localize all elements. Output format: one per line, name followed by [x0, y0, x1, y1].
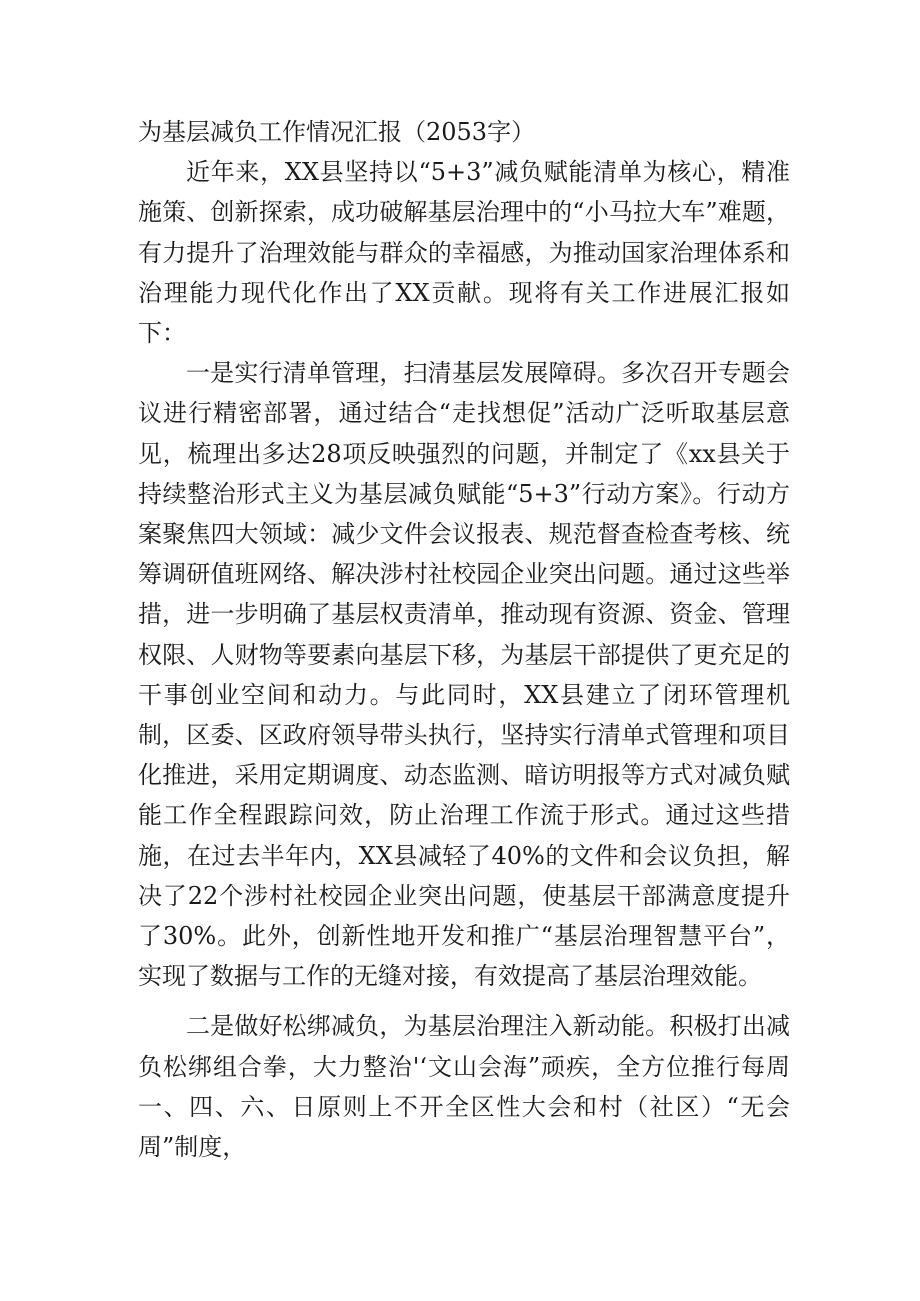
paragraph-intro: 近年来，XX县坚持以“5+3”减负赋能清单为核心，精准施策、创新探索，成功破解基层治理中的“小马拉大车”难题，有力提升了治理效能与群众的幸福感，为推动国家治理体系和治理能力现代化作出了XX贡献。现将有关工作进展汇报如下： — [138, 158, 790, 348]
document-body — [138, 112, 790, 1167]
paragraph-burden-relief: 二是做好松绑减负，为基层治理注入新动能。积极打出减负松绑组合拳，大力整治'‘文山会海”顽疾，全方位推行每周一、四、六、日原则上不开全区性大会和村（社区）“无会周”制度， — [138, 1012, 790, 1162]
paragraph-list-management: 一是实行清单管理，扫清基层发展障碍。多次召开专题会议进行精密部署，通过结合“走找想促”活动广泛听取基层意见，梳理出多达28项反映强烈的问题，并制定了《xx县关于持续整治形式主义为基层减负赋能“5+3”行动方案》。行动方案聚焦四大领域：减少文件会议报表、规范督查检查考核、统筹调研值班网络、解决涉村社校园企业突出问题。通过这些举措，进一步明确了基层权责清单，推动现有资源、资金、管理权限、人财物等要素向基层下移，为基层干部提供了更充足的干事创业空间和动力。与此同时，XX县建立了闭环管理机制，区委、区政府领导带头执行，坚持实行清单式管理和项目化推进，采用定期调度、动态监测、暗访明报等方式对减负赋能工作全程跟踪问效，防止治理工作流于形式。通过这些措施，在过去半年内，XX县减轻了40%的文件和会议负担，解决了22个涉村社校园企业突出问题，使基层干部满意度提升了30%。此外，创新性地开发和推广“基层治理智慧平台”，实现了数据与工作的无缝对接，有效提高了基层治理效能。 — [138, 359, 790, 991]
document-title: 为基层减负工作情况汇报（2053字） — [138, 118, 536, 146]
